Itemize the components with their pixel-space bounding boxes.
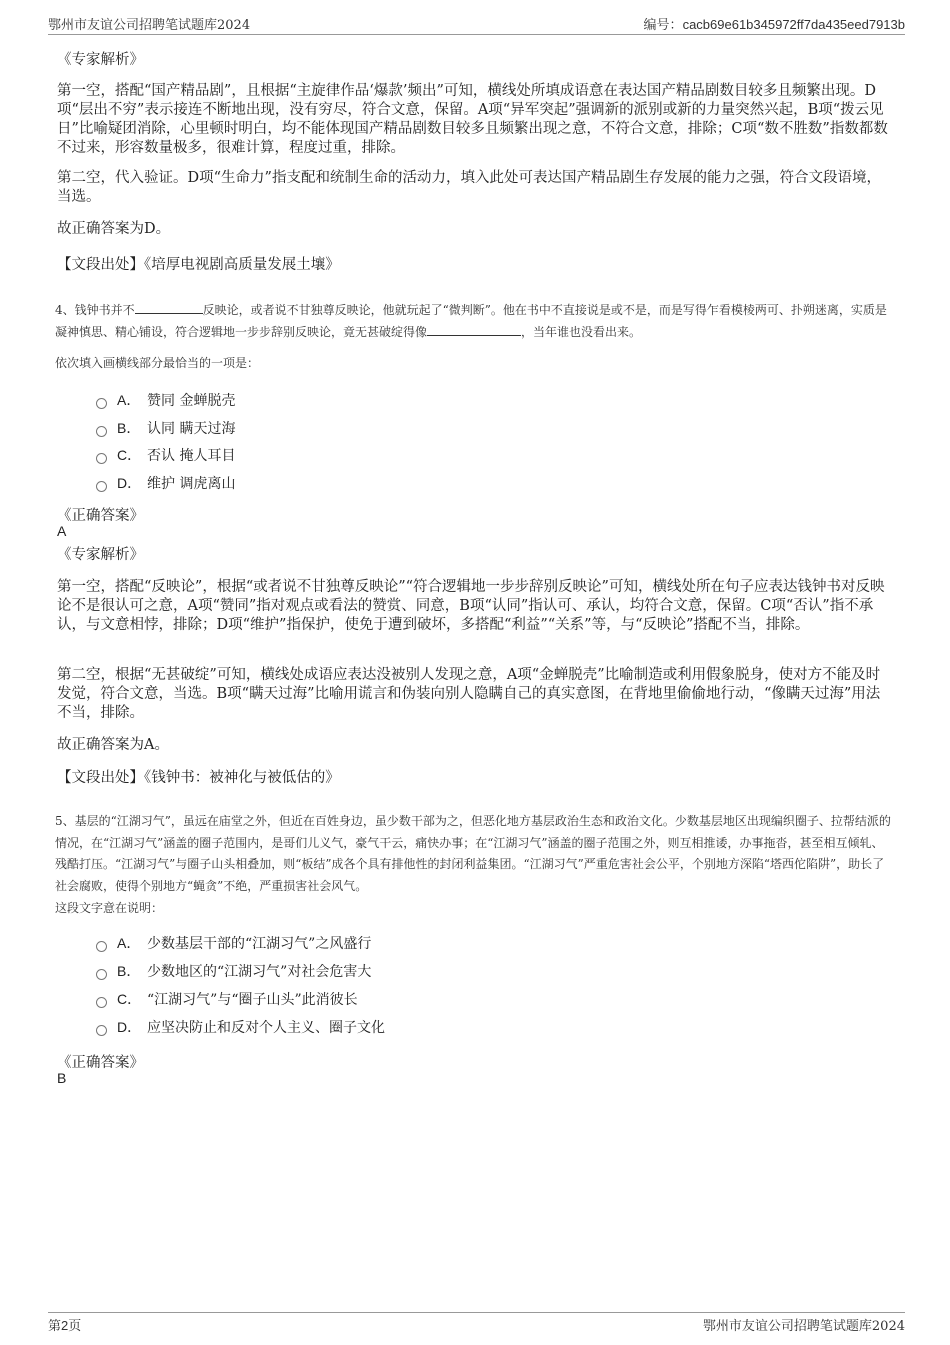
page-footer <box>48 1312 905 1335</box>
radio-icon[interactable] <box>96 453 107 464</box>
correct-answer: B <box>57 1070 67 1086</box>
page-number: 第2页 <box>48 1318 82 1334</box>
option-d[interactable]: D． 维护 调虎离山 <box>96 473 235 493</box>
analysis-conclusion: 故正确答案为A。 <box>57 737 169 753</box>
option-b[interactable]: B． 少数地区的“江湖习气”对社会危害大 <box>96 961 371 981</box>
option-c[interactable]: C． 否认 掩人耳目 <box>96 445 235 465</box>
correct-answer-label: 《正确答案》 <box>57 1055 144 1071</box>
option-a[interactable]: A． 少数基层干部的“江湖习气”之风盛行 <box>96 933 371 953</box>
analysis-conclusion: 故正确答案为D。 <box>57 221 171 237</box>
header-title: 鄂州市友谊公司招聘笔试题库2024 <box>48 18 251 33</box>
source-citation: 【文段出处】《培厚电视剧高质量发展土壤》 <box>57 257 340 273</box>
analysis-paragraph: 第一空，搭配“反映论”，根据“或者说不甘独尊反映论”“符合逻辑地一步步辞别反映论”可知，横线处所在句子应表达钱钟书对反映论不是很认可之意，A项“赞同”指对观点或看法的赞赏、同意，B项“认同”指认可、承认，均符合文意，保留。C项“否认”指不承认，与文意相悖，排除；D项“维护”指保护，使免于遭到破坏，多搭配“利益”“关系”等，与“反映论”搭配不当，排除。 <box>57 579 885 633</box>
radio-icon[interactable] <box>96 398 107 409</box>
radio-icon[interactable] <box>96 941 107 952</box>
radio-icon[interactable] <box>96 1025 107 1036</box>
option-d[interactable]: D． 应坚决防止和反对个人主义、圈子文化 <box>96 1017 385 1037</box>
option-b[interactable]: B． 认同 瞒天过海 <box>96 418 235 438</box>
analysis-paragraph: 第二空，代入验证。D项“生命力”指支配和统制生命的活动力，填入此处可表达国产精品剧生存发展的能力之强，符合文段语境，当选。 <box>57 170 881 205</box>
footer-title: 鄂州市友谊公司招聘笔试题库2024 <box>702 1319 905 1334</box>
radio-icon[interactable] <box>96 481 107 492</box>
radio-icon[interactable] <box>96 997 107 1008</box>
analysis-paragraph: 第二空，根据“无甚破绽”可知，横线处成语应表达没被别人发现之意，A项“金蝉脱壳”比喻制造或利用假象脱身，使对方不能及时发觉，符合文意，当选。B项“瞒天过海”比喻用谎言和伪装向别人隐瞒自己的真实意图，在背地里偷偷地行动，“像瞒天过海”用法不当，排除。 <box>57 667 881 721</box>
question-prompt: 依次填入画横线部分最恰当的一项是： <box>55 356 260 370</box>
option-c[interactable]: C． “江湖习气”与“圈子山头”此消彼长 <box>96 989 358 1009</box>
question-prompt: 这段文字意在说明： <box>55 901 164 915</box>
expert-analysis-label: 《专家解析》 <box>57 547 144 563</box>
question-stem: 4、钱钟书并不 反映论，或者说不甘独尊反映论，他就玩起了“微判断”。他在书中不直接说是或不是，而是写得乍看模棱两可、扑朔迷离，实质是凝神慎思、精心铺设，符合逻辑地一步步辞别反映论，竟无甚破绽得像 ，当年谁也没看出来。 <box>55 303 887 339</box>
blank-line <box>427 323 521 336</box>
radio-icon[interactable] <box>96 426 107 437</box>
analysis-paragraph: 第一空，搭配“国产精品剧”，且根据“主旋律作品‘爆款’频出”可知，横线处所填成语意在表达国产精品剧数目较多且频繁出现。D项“层出不穷”表示接连不断地出现，没有穷尽，符合文意，保留。A项“异军突起”强调新的派别或新的力量突然兴起，B项“拨云见日”比喻疑团消除，心里顿时明白，均不能体现国产精品剧数目较多且频繁出现之意，不符合文意，排除；C项“数不胜数”指数都数不过来，形容数量极多，很难计算，程度过重，排除。 <box>57 83 888 156</box>
option-a[interactable]: A． 赞同 金蝉脱壳 <box>96 390 235 410</box>
page-header <box>48 14 905 35</box>
correct-answer: A <box>57 523 67 539</box>
source-citation: 【文段出处】《钱钟书：被神化与被低估的》 <box>57 770 340 786</box>
radio-icon[interactable] <box>96 969 107 980</box>
blank-line <box>135 301 203 314</box>
correct-answer-label: 《正确答案》 <box>57 508 144 524</box>
expert-analysis-label: 《专家解析》 <box>57 52 144 68</box>
header-serial: 编号：cacb69e61b345972ff7da435eed7913b <box>643 17 905 33</box>
question-stem: 5、基层的“江湖习气”，虽远在庙堂之外，但近在百姓身边，虽少数干部为之，但恶化地方基层政治生态和政治文化。少数基层地区出现编织圈子、拉帮结派的情况，在“江湖习气”涵盖的圈子范围内，是哥们儿义气，豪气干云，痛快办事；在“江湖习气”涵盖的圈子范围之外，则互相推诿，办事拖沓，甚至相互倾轧、残酷打压。“江湖习气”与圈子山头相叠加，则“板结”成各个具有排他性的封闭利益集团。“江湖习气”严重危害社会公平，个别地方深陷“塔西佗陷阱”，助长了社会腐败，使得个别地方“蝇贪”不绝，严重损害社会风气。 <box>55 814 891 893</box>
